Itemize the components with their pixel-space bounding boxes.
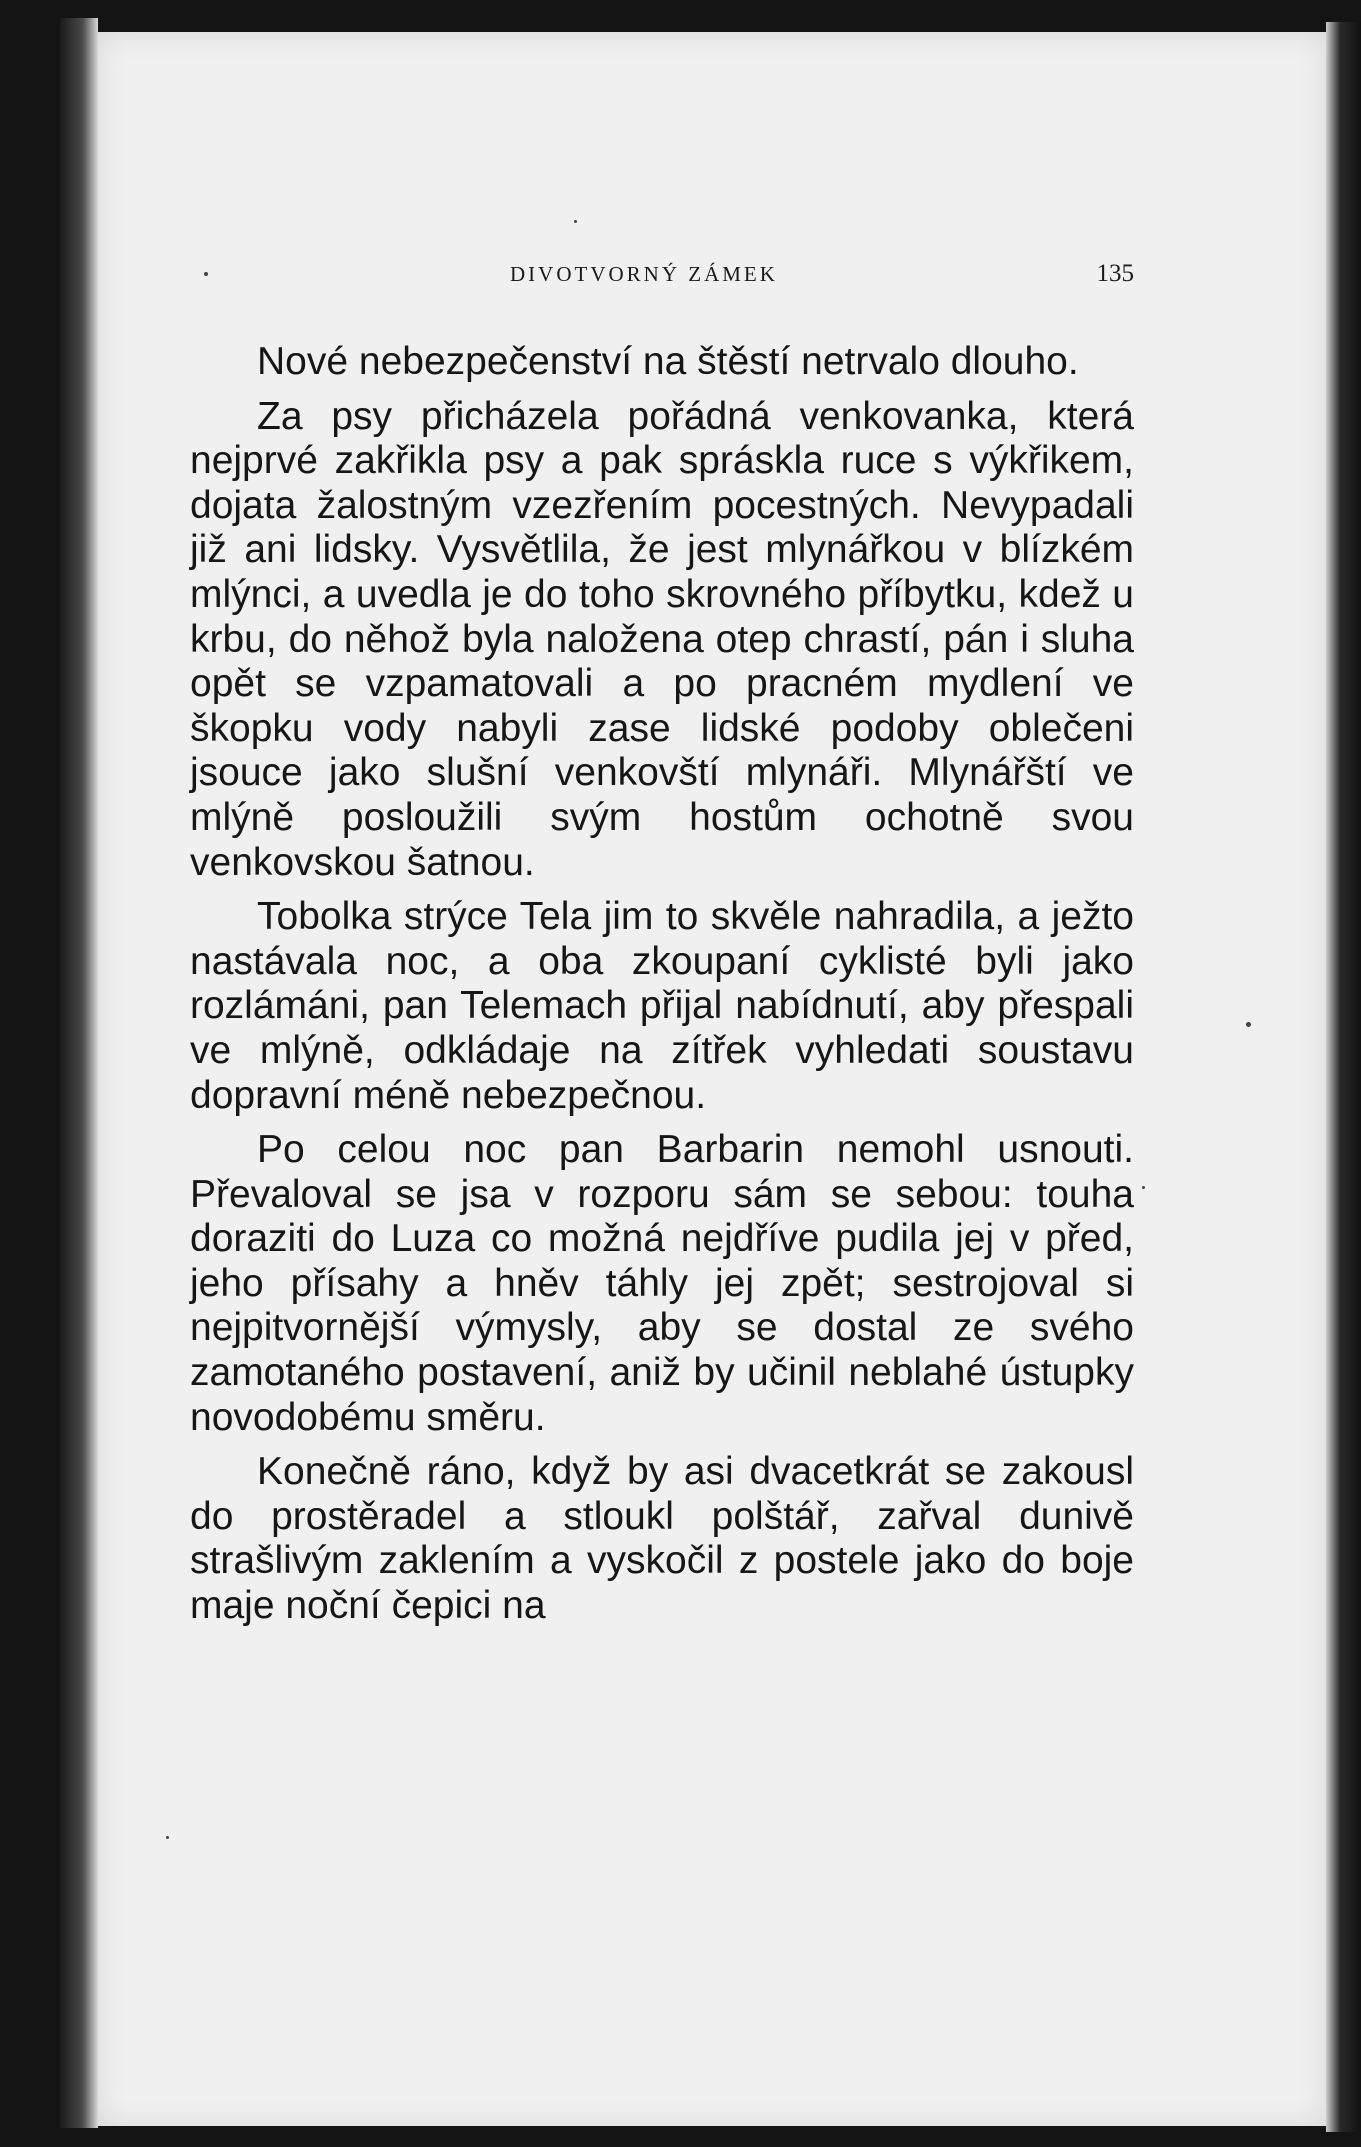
paragraph: Nové nebezpečenství na štěstí netrvalo dlouho. xyxy=(257,340,1079,383)
scan-speck xyxy=(574,220,577,223)
paragraph: Za psy přicházela pořádná venkovanka, která nejprvé zakřikla psy a pak spráskla ruce s výkřikem, dojata žalostným vzezřením pocestných. Nevypadali již ani lidsky. Vysvětlila, že jest mlynářkou v blízkém mlýnci, a uvedla je do toho skrovného příbytku, kdež u krbu, do něhož byla naložena otep chrastí, pán i sluha opět se vzpamatovali a po pracném mydlení ve škopku vody nabyli zase lidské podoby oblečeni jsouce jako slušní venkovští mlynáři. Mlynářští ve mlýně posloužili svým hostům ochotně svou venkovskou šatnou. xyxy=(190,394,1134,884)
scan-speck xyxy=(166,1836,169,1839)
paragraph: Po celou noc pan Barbarin nemohl usnouti. Převaloval se jsa v rozporu sám se sebou: touha doraziti do Luza co možná nejdříve pudila jej v před, jeho přísahy a hněv táhly jej zpět; sestrojoval si nejpitvornější výmysly, aby se dostal ze svého zamotaného postavení, aniž by učinil neblahé ústupky novodobému směru. xyxy=(190,1128,1134,1439)
paragraph: Konečně ráno, když by asi dvacetkrát se zakousl do prostěradel a stloukl polštář, zařval dunivě strašlivým zaklením a vyskočil z postele jako do boje maje noční čepici na xyxy=(190,1450,1134,1628)
running-head xyxy=(190,262,1134,292)
running-head-title: DIVOTVORNÝ ZÁMEK xyxy=(510,262,778,286)
scan-speck xyxy=(204,272,208,276)
page-number: 135 xyxy=(1096,260,1134,287)
scan-speck xyxy=(1142,1186,1145,1189)
scan-speck xyxy=(1246,1022,1251,1027)
paragraph: Tobolka strýce Tela jim to skvěle nahradila, a ježto nastávala noc, a oba zkoupaní cyklisté byli jako rozlámáni, pan Telemach přijal nabídnutí, aby přespali ve mlýně, odkládaje na zítřek vyhledati soustavu dopravní méně nebezpečnou. xyxy=(190,895,1134,1117)
book-edge-left xyxy=(60,18,98,2128)
book-edge-right xyxy=(1326,22,1361,2132)
body-text xyxy=(190,340,1134,1639)
